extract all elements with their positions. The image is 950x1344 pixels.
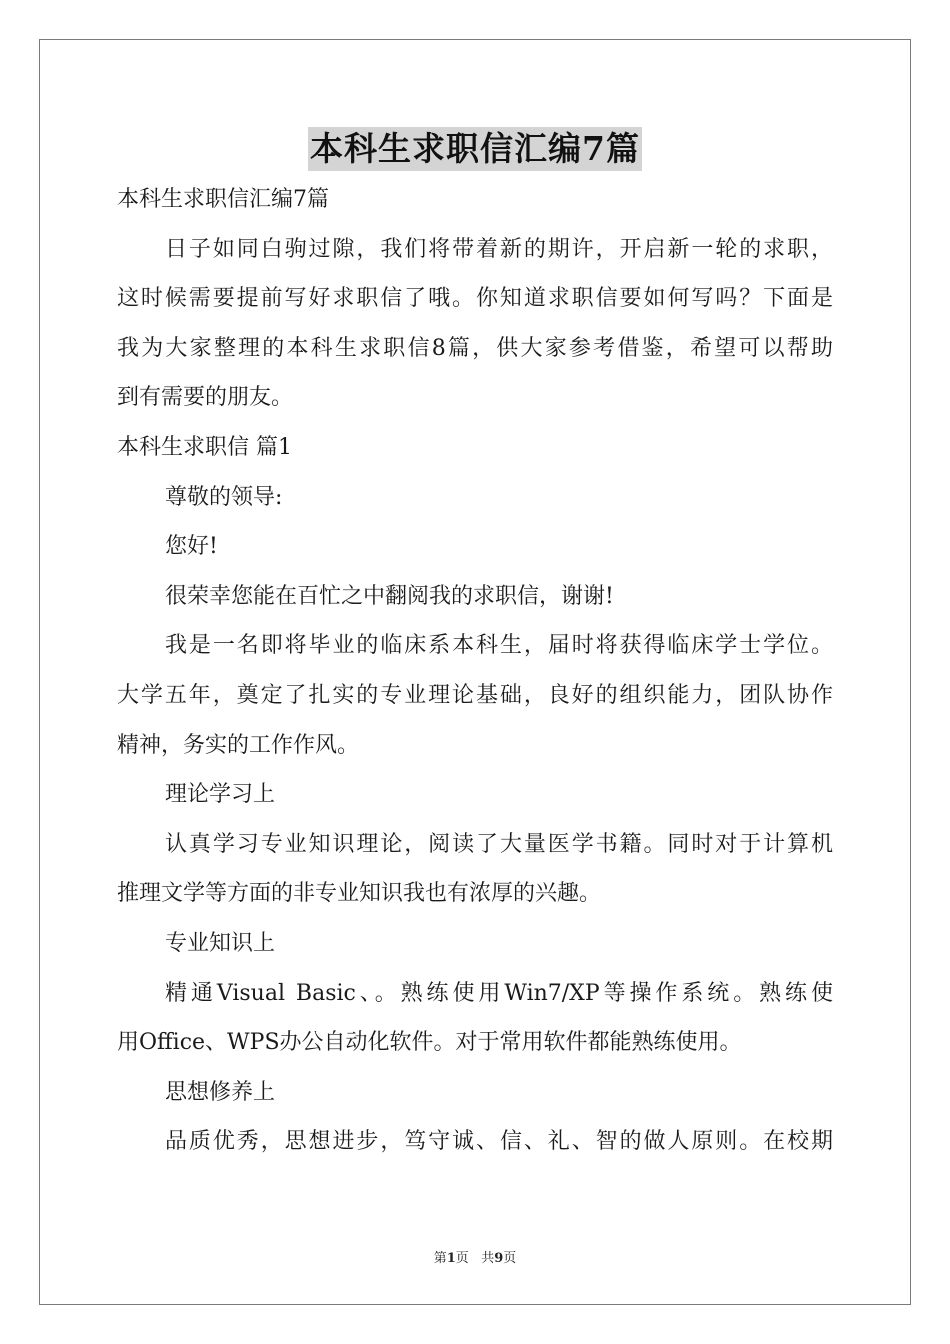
body-line: 理论学习上 <box>165 782 276 808</box>
body-line: 本科生求职信汇编7篇 <box>117 187 329 212</box>
body-line: 精神，务实的工作作风。 <box>117 732 360 758</box>
body-line: 品质优秀，思想进步，笃守诚、信、礼、智的做人原则。在校期 <box>165 1129 833 1155</box>
total-label-prefix: 共 <box>481 1251 495 1266</box>
body-line: 您好! <box>165 534 218 560</box>
body-line: 专业知识上 <box>165 930 276 956</box>
body-line: 这时候需要提前写好求职信了哦。你知道求职信要如何写吗？下面是 <box>117 286 833 312</box>
body-line: 推理文学等方面的非专业知识我也有浓厚的兴趣。 <box>117 881 602 907</box>
page-footer <box>0 1247 950 1266</box>
body-line: 精通Visual Basic、。熟练使用Win7/XP等操作系统。熟练使 <box>165 980 833 1006</box>
body-line: 认真学习专业知识理论，阅读了大量医学书籍。同时对于计算机 <box>165 831 833 857</box>
page-label-mid: 页 <box>455 1251 469 1266</box>
body-line: 尊敬的领导: <box>165 484 283 510</box>
page-total-number: 9 <box>494 1251 504 1266</box>
body-line: 本科生求职信 篇1 <box>117 434 292 460</box>
body-line: 我是一名即将毕业的临床系本科生，届时将获得临床学士学位。 <box>165 633 833 659</box>
body-line: 很荣幸您能在百忙之中翻阅我的求职信，谢谢! <box>165 583 614 609</box>
body-line: 大学五年，奠定了扎实的专业理论基础，良好的组织能力，团队协作 <box>117 682 833 708</box>
body-line: 到有需要的朋友。 <box>117 385 294 411</box>
document-body <box>117 175 833 1167</box>
page-label-prefix: 第 <box>433 1251 447 1266</box>
document-title: 本科生求职信汇编7篇 <box>308 127 642 171</box>
title-container <box>0 127 950 171</box>
body-line: 用Office、WPS办公自动化软件。对于常用软件都能熟练使用。 <box>117 1030 742 1056</box>
total-label-suffix: 页 <box>503 1251 517 1266</box>
body-line: 日子如同白驹过隙，我们将带着新的期许，开启新一轮的求职， <box>165 236 833 262</box>
page-current-number: 1 <box>446 1251 456 1266</box>
body-line: 我为大家整理的本科生求职信8篇，供大家参考借鉴，希望可以帮助 <box>117 335 833 361</box>
body-line: 思想修养上 <box>165 1079 276 1105</box>
